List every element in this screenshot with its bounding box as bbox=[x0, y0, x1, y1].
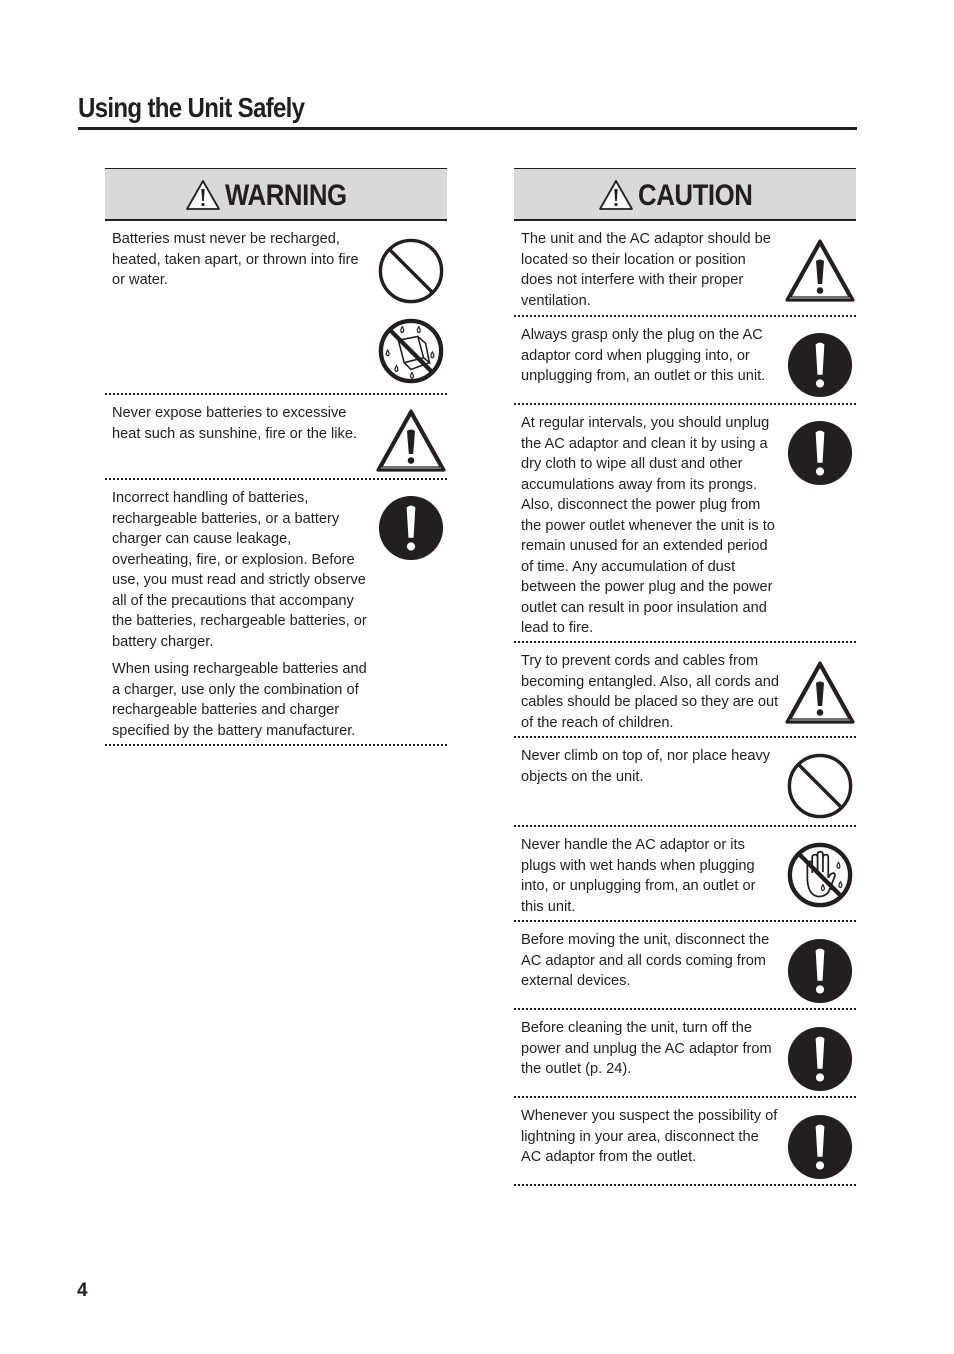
item-text: Never expose batteries to excessive heat such as sunshine, fire or the like. bbox=[112, 405, 357, 442]
item-text: Try to prevent cords and cables from becoming entangled. Also, all cords and cables should be placed so they are out of the reach of children. bbox=[521, 653, 779, 731]
mandatory-action-icon bbox=[786, 1025, 854, 1093]
warning-triangle-icon bbox=[185, 179, 221, 211]
caution-item bbox=[514, 221, 856, 317]
mandatory-action-icon bbox=[786, 419, 854, 487]
caution-item bbox=[514, 643, 856, 738]
prohibited-circle-icon bbox=[786, 752, 854, 820]
caution-item bbox=[514, 1098, 856, 1186]
caution-item bbox=[514, 827, 856, 922]
caution-header bbox=[514, 168, 856, 221]
page-number: 4 bbox=[77, 1280, 88, 1301]
caution-item bbox=[514, 405, 856, 643]
mandatory-action-icon bbox=[786, 331, 854, 399]
item-text: Incorrect handling of batteries, rechargeable batteries, or a battery charger can cause leakage, overheating, fire, or explosion. Before use, you must read and strictly observe all of the precautions that accompany the batteries, rechargeable batteries, or battery charger. bbox=[112, 490, 367, 650]
warning-label: WARNING bbox=[225, 179, 347, 212]
caution-triangle-icon bbox=[375, 407, 447, 473]
item-text: At regular intervals, you should unplug the AC adaptor and clean it by using a dry cloth to wipe all dust and other accumulations away from its prongs. Also, disconnect the power plug from the power outlet whenever the unit is to remain unused for an extended period of time. Any accumulation of dust between the power plug and the power outlet can result in poor insulation and lead to fire. bbox=[521, 415, 775, 636]
no-wet-hands-icon bbox=[786, 841, 854, 909]
warning-item bbox=[105, 395, 447, 480]
page-title: Using the Unit Safely bbox=[78, 92, 305, 123]
item-text: Always grasp only the plug on the AC adaptor cord when plugging into, or unplugging from, an outlet or this unit. bbox=[521, 327, 766, 384]
caution-triangle-icon bbox=[598, 179, 634, 211]
item-text: When using rechargeable batteries and a charger, use only the combination of rechargeable batteries and charger specified by the battery manufacturer. bbox=[112, 661, 367, 739]
caution-triangle-icon bbox=[784, 659, 856, 725]
no-water-prohibition-icon bbox=[377, 317, 445, 385]
warning-header bbox=[105, 168, 447, 221]
item-text: Before cleaning the unit, turn off the power and unplug the AC adaptor from the outlet (p. 24). bbox=[521, 1020, 772, 1077]
caution-triangle-icon bbox=[784, 237, 856, 303]
caution-item bbox=[514, 317, 856, 405]
warning-column bbox=[105, 168, 447, 746]
item-text: Never climb on top of, nor place heavy objects on the unit. bbox=[521, 748, 771, 785]
caution-column bbox=[514, 168, 856, 1186]
mandatory-action-icon bbox=[377, 494, 445, 562]
title-rule bbox=[78, 127, 857, 130]
item-text: The unit and the AC adaptor should be located so their location or position does not interfere with their proper ventilation. bbox=[521, 231, 771, 309]
item-text: Never handle the AC adaptor or its plugs with wet hands when plugging into, or unplugging from, an outlet or this unit. bbox=[521, 837, 756, 915]
item-text: Whenever you suspect the possibility of lightning in your area, disconnect the AC adaptor from the outlet. bbox=[521, 1108, 778, 1165]
caution-item bbox=[514, 922, 856, 1010]
caution-item bbox=[514, 1010, 856, 1098]
warning-item bbox=[105, 480, 447, 746]
mandatory-action-icon bbox=[786, 937, 854, 1005]
mandatory-action-icon bbox=[786, 1113, 854, 1181]
warning-item bbox=[105, 221, 447, 395]
item-text: Before moving the unit, disconnect the AC adaptor and all cords coming from external devices. bbox=[521, 932, 770, 989]
item-text: Batteries must never be recharged, heated, taken apart, or thrown into fire or water. bbox=[112, 231, 359, 288]
caution-label: CAUTION bbox=[638, 179, 753, 212]
prohibited-circle-icon bbox=[377, 237, 445, 305]
caution-item bbox=[514, 738, 856, 827]
